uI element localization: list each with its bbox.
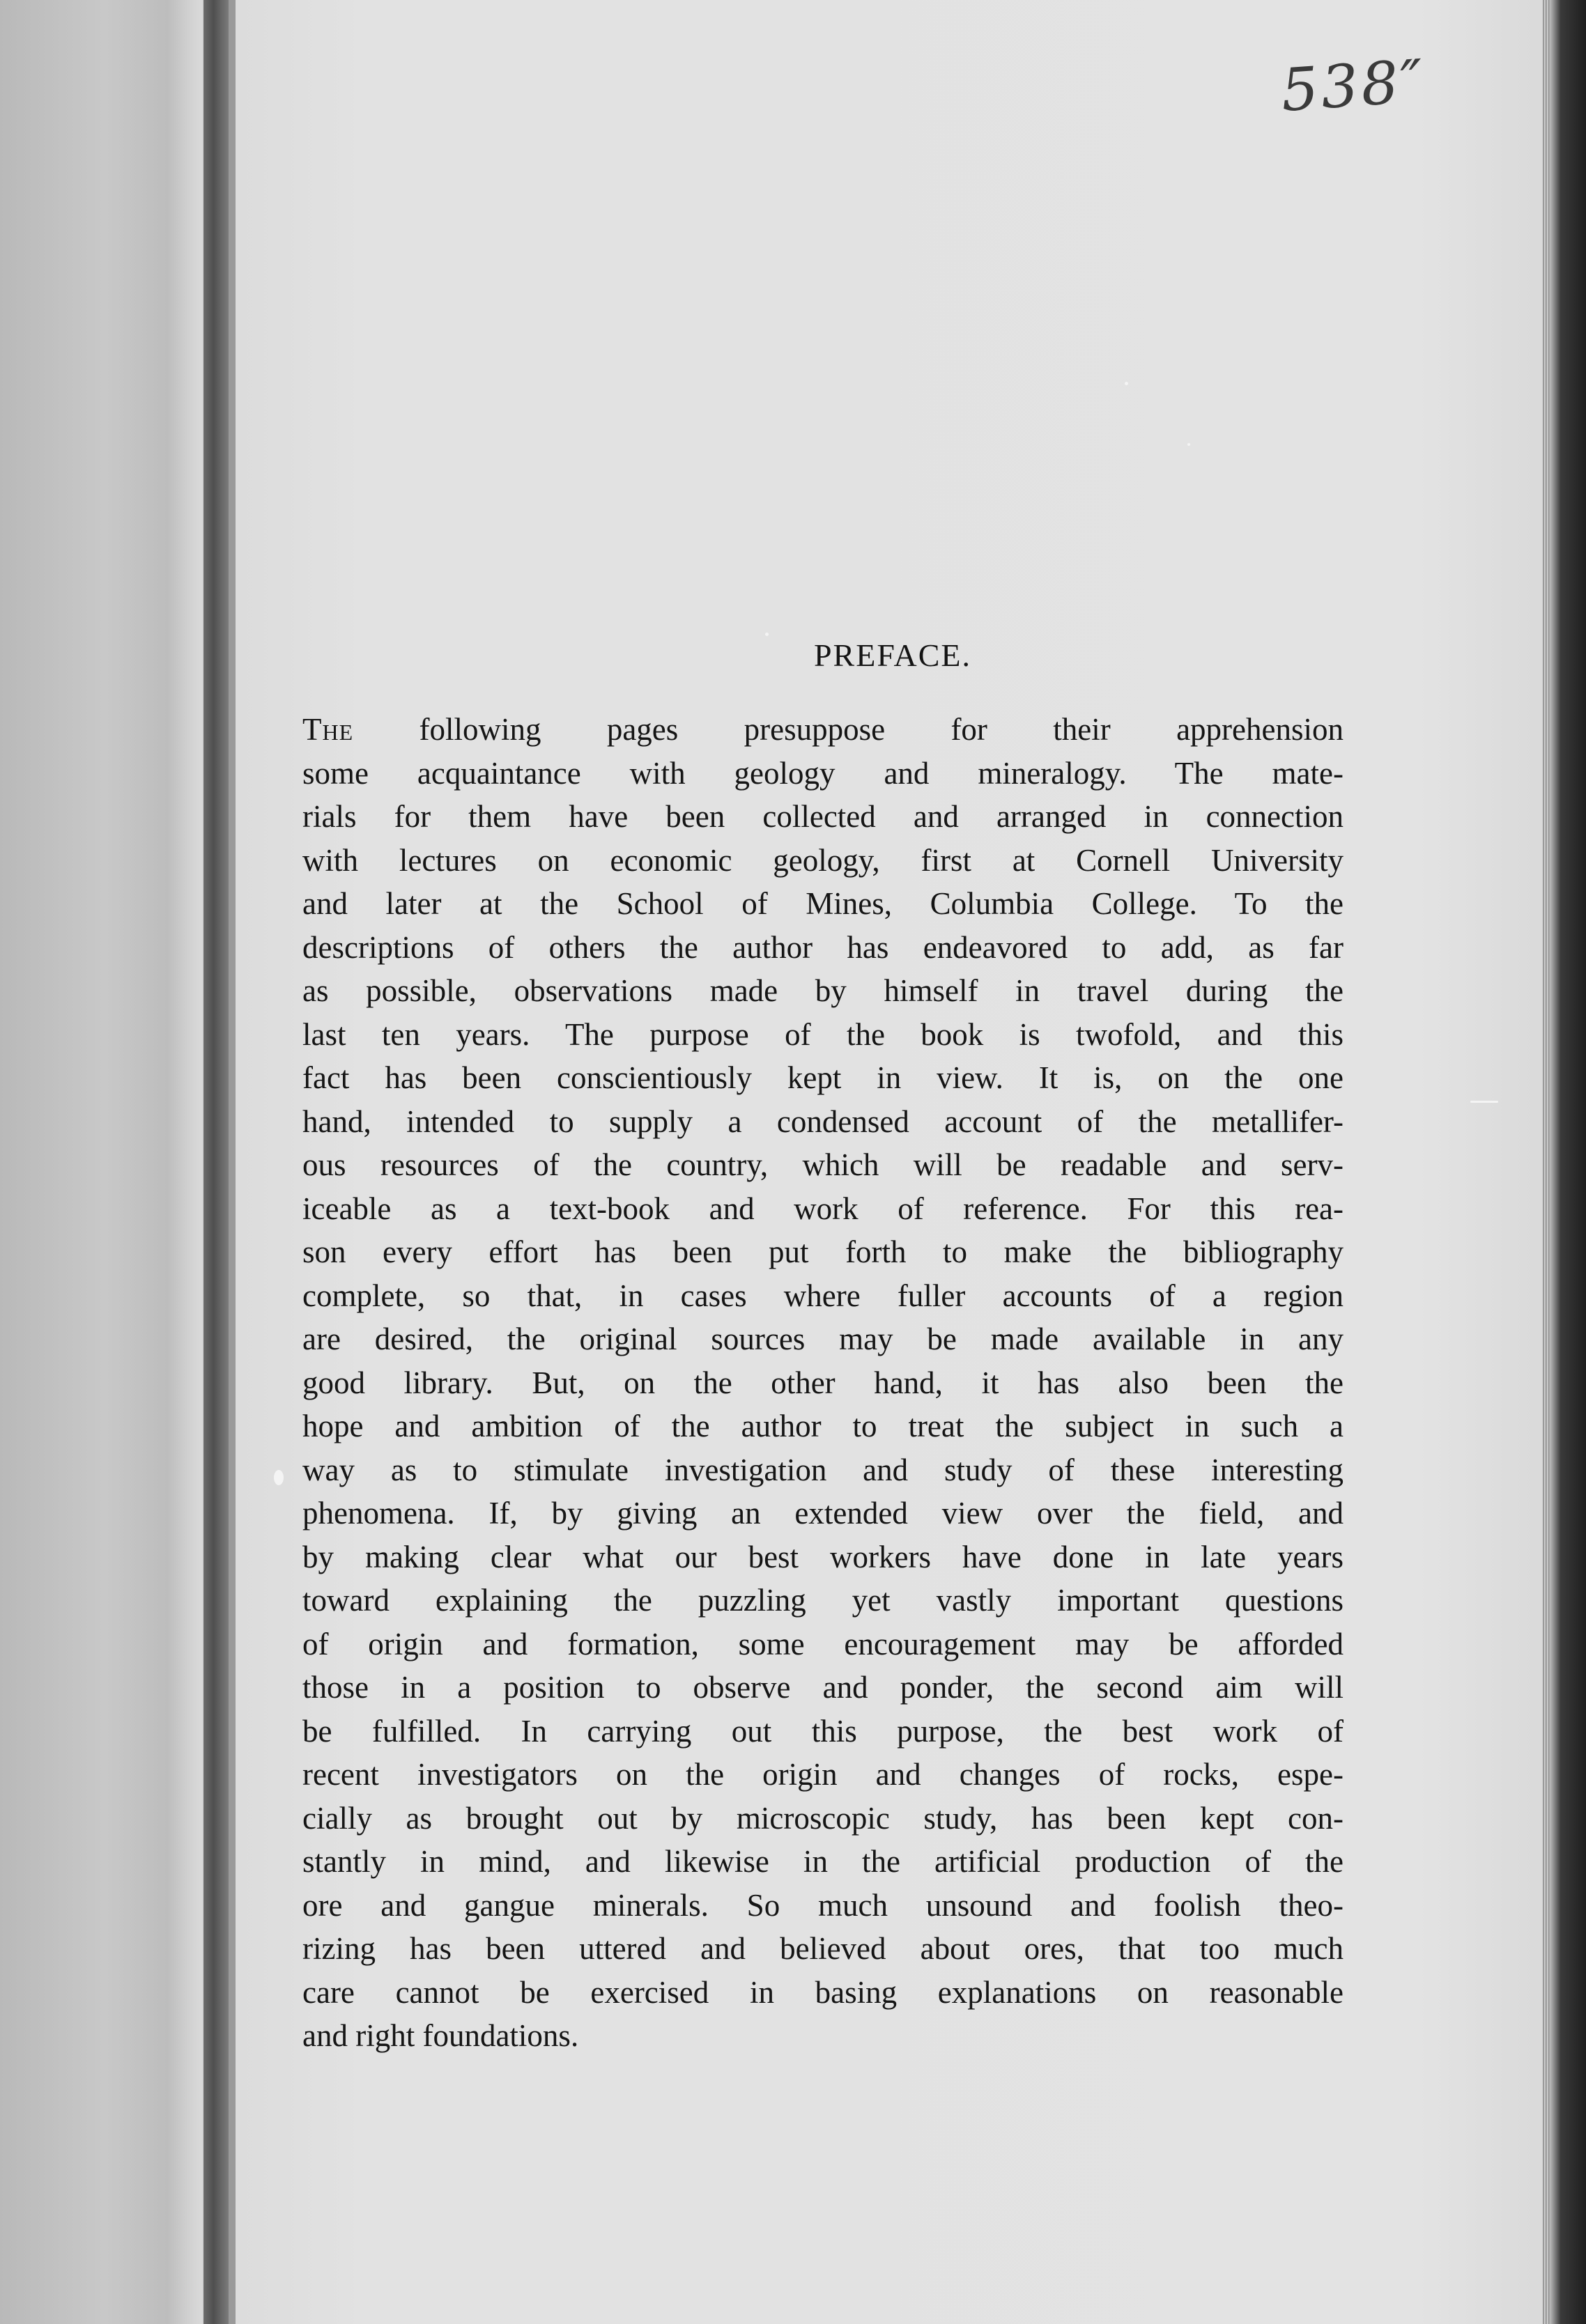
text-line: care cannot be exercised in basing explanations on reasonable (302, 1974, 1344, 2010)
text-line: are desired, the original sources may be made available in any (302, 1322, 1344, 1356)
text-line: rizing has been uttered and believed about ores, that too much (302, 1931, 1344, 1966)
text-line: be fulfilled. In carrying out this purpose, the best work of (302, 1713, 1344, 1749)
text-line: and right foundations. (302, 2018, 579, 2053)
preface-body (302, 708, 1344, 2058)
text-line: way as to stimulate investigation and study of these interesting (302, 1452, 1344, 1487)
page-title: PREFACE. (813, 637, 972, 673)
text-line: by making clear what our best workers have done in late years (302, 1539, 1344, 1574)
text-line: toward explaining the puzzling yet vastly important questions (302, 1583, 1344, 1618)
text-line: complete, so that, in cases where fuller accounts of a region (302, 1278, 1344, 1313)
text-line: stantly in mind, and likewise in the artificial production of the (302, 1844, 1344, 1879)
text-line: good library. But, on the other hand, it has also been the (302, 1365, 1344, 1400)
text-line: with lectures on economic geology, first at Cornell University (302, 842, 1344, 878)
right-page-edge (1550, 0, 1586, 2324)
binding-gutter (229, 0, 236, 2324)
text-line: some acquaintance with geology and mineralogy. The mate- (302, 755, 1344, 791)
text-line: and later at the School of Mines, Columbia College. To the (302, 886, 1344, 921)
text-line: ous resources of the country, which will be readable and serv- (302, 1147, 1344, 1182)
text-line: phenomena. If, by giving an extended view over the field, and (302, 1496, 1344, 1531)
facing-page-edge (0, 0, 202, 2324)
text-line: hand, intended to supply a condensed account of the metallifer- (302, 1103, 1344, 1139)
handwritten-folio-note: 538″ (1279, 46, 1429, 125)
text-line: recent investigators on the origin and changes of rocks, espe- (302, 1757, 1344, 1792)
text-line: iceable as a text-book and work of reference. For this rea- (302, 1191, 1344, 1226)
text-line: fact has been conscientiously kept in view. It is, on the one (302, 1060, 1344, 1095)
text-line: descriptions of others the author has endeavored to add, as far (302, 929, 1344, 965)
page-stack-lines (1543, 0, 1550, 2324)
text-line: son every effort has been put forth to make the bibliography (302, 1234, 1344, 1269)
binding-shadow (203, 0, 229, 2324)
text-line: those in a position to observe and ponder, the second aim will (302, 1670, 1344, 1705)
text-line: last ten years. The purpose of the book is twofold, and this (302, 1016, 1344, 1052)
text-line: The following pages presuppose for their apprehension (302, 712, 1344, 747)
text-line: rials for them have been collected and arranged in connection (302, 799, 1344, 834)
text-line: ore and gangue minerals. So much unsound and foolish theo- (302, 1887, 1344, 1923)
text-line: hope and ambition of the author to treat the subject in such a (302, 1409, 1344, 1443)
text-line: cially as brought out by microscopic study, has been kept con- (302, 1800, 1344, 1836)
first-word: The (302, 712, 354, 747)
text-line: as possible, observations made by himself in travel during the (302, 973, 1344, 1008)
text-line: of origin and formation, some encouragement may be afforded (302, 1626, 1344, 1661)
